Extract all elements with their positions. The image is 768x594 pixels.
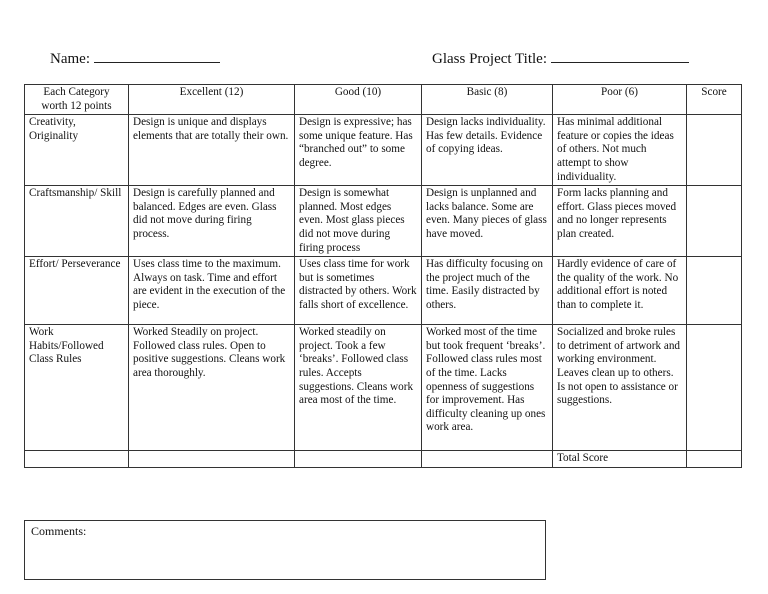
name-field bbox=[50, 48, 220, 68]
score-cell[interactable] bbox=[687, 257, 742, 325]
poor-cell: Hardly evidence of care of the quality of the work. No additional effort is noted than to complete it. bbox=[553, 257, 687, 325]
empty-cell bbox=[25, 451, 129, 468]
poor-cell: Has minimal additional feature or copies the ideas of others. Not much attempt to show individuality. bbox=[553, 115, 687, 186]
empty-cell bbox=[129, 451, 295, 468]
table-row bbox=[25, 257, 742, 325]
excellent-cell: Design is unique and displays elements that are totally their own. bbox=[129, 115, 295, 186]
header-category: Each Category worth 12 points bbox=[25, 85, 129, 115]
table-row bbox=[25, 325, 742, 451]
poor-cell: Socialized and broke rules to detriment of artwork and working environment. Leaves clean up to others. Is not open to assistance or suggestions. bbox=[553, 325, 687, 451]
name-blank-line[interactable] bbox=[94, 48, 220, 63]
header-excellent: Excellent (12) bbox=[129, 85, 295, 115]
project-title-blank-line[interactable] bbox=[551, 48, 689, 63]
header-poor: Poor (6) bbox=[553, 85, 687, 115]
good-cell: Worked steadily on project. Took a few ‘breaks’. Followed class rules. Accepts suggestions. Cleans work area most of the time. bbox=[295, 325, 422, 451]
basic-cell: Worked most of the time but took frequent ‘breaks’. Followed class rules most of the time. Lacks openness of suggestions for improvement. Has difficulty cleaning up ones work area. bbox=[422, 325, 553, 451]
basic-cell: Has difficulty focusing on the project much of the time. Easily distracted by others. bbox=[422, 257, 553, 325]
header-basic: Basic (8) bbox=[422, 85, 553, 115]
basic-cell: Design lacks individuality. Has few details. Evidence of copying ideas. bbox=[422, 115, 553, 186]
total-score-label: Total Score bbox=[553, 451, 687, 468]
project-title-field bbox=[432, 48, 689, 68]
basic-cell: Design is unplanned and lacks balance. Some are even. Many pieces of glass have moved. bbox=[422, 186, 553, 257]
header-good: Good (10) bbox=[295, 85, 422, 115]
empty-cell bbox=[422, 451, 553, 468]
score-cell[interactable] bbox=[687, 186, 742, 257]
name-label: Name: bbox=[50, 51, 90, 67]
excellent-cell: Design is carefully planned and balanced. Edges are even. Glass did not move during firing process. bbox=[129, 186, 295, 257]
score-cell[interactable] bbox=[687, 115, 742, 186]
good-cell: Design is expressive; has some unique feature. Has “branched out” to some degree. bbox=[295, 115, 422, 186]
category-cell: Effort/ Perseverance bbox=[25, 257, 129, 325]
header-score: Score bbox=[687, 85, 742, 115]
total-score-cell[interactable] bbox=[687, 451, 742, 468]
good-cell: Uses class time for work but is sometimes distracted by others. Work falls short of excellence. bbox=[295, 257, 422, 325]
total-score-row bbox=[25, 451, 742, 468]
poor-cell: Form lacks planning and effort. Glass pieces moved and no longer represents plan created. bbox=[553, 186, 687, 257]
category-cell: Work Habits/Followed Class Rules bbox=[25, 325, 129, 451]
empty-cell bbox=[295, 451, 422, 468]
table-row bbox=[25, 115, 742, 186]
comments-label: Comments: bbox=[31, 524, 87, 538]
table-row bbox=[25, 186, 742, 257]
category-cell: Craftsmanship/ Skill bbox=[25, 186, 129, 257]
score-cell[interactable] bbox=[687, 325, 742, 451]
category-cell: Creativity, Originality bbox=[25, 115, 129, 186]
comments-box[interactable] bbox=[24, 520, 546, 580]
good-cell: Design is somewhat planned. Most edges even. Most glass pieces did not move during firing process bbox=[295, 186, 422, 257]
excellent-cell: Worked Steadily on project. Followed class rules. Open to positive suggestions. Cleans work area thoroughly. bbox=[129, 325, 295, 451]
table-header-row bbox=[25, 85, 742, 115]
project-title-label: Glass Project Title: bbox=[432, 51, 548, 67]
excellent-cell: Uses class time to the maximum. Always on task. Time and effort are evident in the execution of the piece. bbox=[129, 257, 295, 325]
grading-rubric-table bbox=[24, 84, 742, 468]
